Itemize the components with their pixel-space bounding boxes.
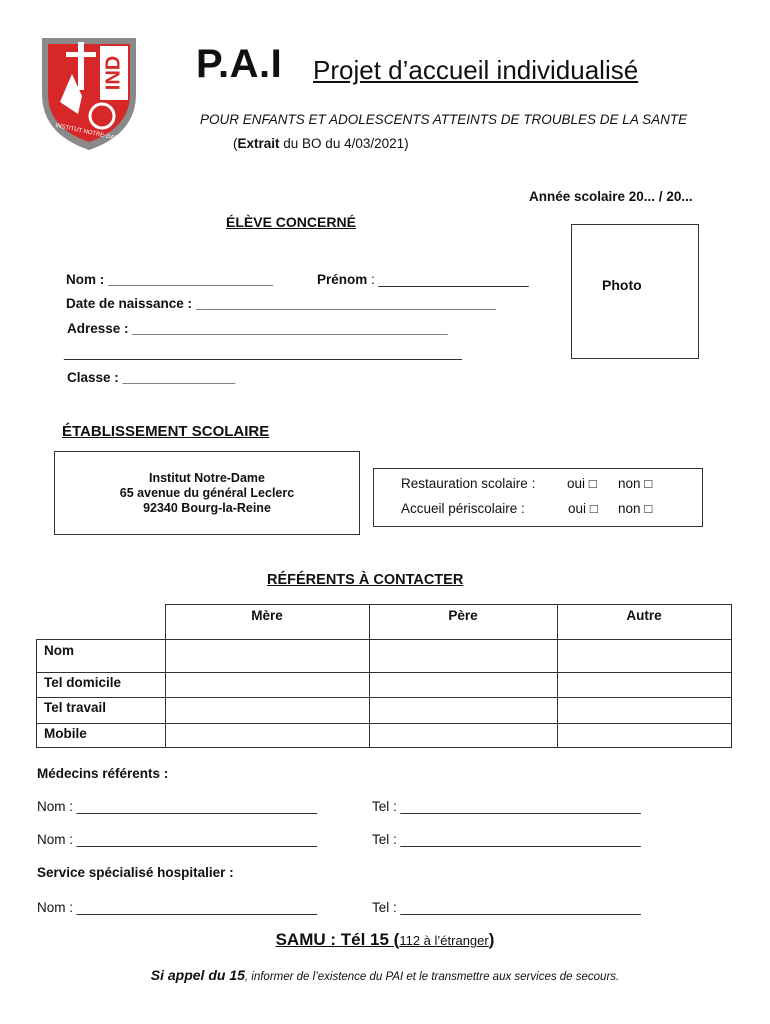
table-row <box>37 673 732 698</box>
restauration-oui-checkbox[interactable]: oui □ <box>567 476 597 491</box>
samu-line <box>0 930 770 950</box>
classe-field[interactable]: Classe : _______________ <box>67 370 236 385</box>
samu-label: SAMU : Tél 15 ( <box>275 930 400 949</box>
table-cell[interactable] <box>557 724 731 748</box>
medecin-nom-field[interactable]: Nom : ________________________________ <box>37 799 318 814</box>
table-cell[interactable] <box>369 698 557 724</box>
restauration-label: Restauration scolaire : <box>401 476 536 491</box>
note-bold: Si appel du 15 <box>150 967 245 983</box>
restauration-non-checkbox[interactable]: non □ <box>618 476 653 491</box>
prenom-field[interactable] <box>317 272 529 287</box>
title-abbrev: P.A.I <box>196 42 283 86</box>
table-cell[interactable] <box>557 698 731 724</box>
hospitalier-nom-field[interactable]: Nom : ________________________________ <box>37 900 318 915</box>
extrait-paren: ( <box>233 136 238 151</box>
column-header: Autre <box>557 605 731 640</box>
table-cell[interactable] <box>165 640 369 673</box>
annee-scolaire: Année scolaire 20... / 20... <box>529 189 693 204</box>
samu-intl: 112 à l’étranger <box>399 933 489 948</box>
table-cell[interactable] <box>165 698 369 724</box>
row-label: Mobile <box>37 724 166 748</box>
referents-heading: RÉFÉRENTS À CONTACTER <box>267 572 464 588</box>
referents-table <box>36 604 732 748</box>
table-cell[interactable] <box>369 724 557 748</box>
footer-note <box>0 967 770 983</box>
medecin-tel-field[interactable]: Tel : ________________________________ <box>372 832 641 847</box>
prenom-blank: : ____________________ <box>367 272 529 287</box>
table-corner <box>37 605 166 640</box>
etablissement-heading: ÉTABLISSEMENT SCOLAIRE <box>62 423 270 440</box>
table-cell[interactable] <box>557 673 731 698</box>
periscolaire-label: Accueil périscolaire : <box>401 501 525 516</box>
extrait-bold: Extrait <box>237 136 280 151</box>
etablissement-address <box>54 471 360 516</box>
adresse-line2-field[interactable]: _____________________________________________________ <box>64 345 462 360</box>
nom-field[interactable]: Nom : ______________________ <box>66 272 274 287</box>
table-cell[interactable] <box>557 640 731 673</box>
table-header-row <box>37 605 732 640</box>
extrait-rest: du BO du 4/03/2021) <box>279 136 409 151</box>
extrait-line <box>233 136 409 151</box>
adresse-field[interactable]: Adresse : __________________________________________ <box>67 321 448 336</box>
row-label: Tel travail <box>37 698 166 724</box>
row-label: Nom <box>37 640 166 673</box>
table-cell[interactable] <box>165 673 369 698</box>
logo-text: IND <box>102 55 125 91</box>
eleve-heading: ÉLÈVE CONCERNÉ <box>226 214 356 230</box>
etablissement-name: Institut Notre-Dame <box>149 471 265 485</box>
table-row <box>37 724 732 748</box>
photo-label: Photo <box>602 277 642 293</box>
table-row <box>37 640 732 673</box>
table-cell[interactable] <box>369 640 557 673</box>
date-naissance-field[interactable]: Date de naissance : ________________________________________ <box>66 296 497 311</box>
hospitalier-heading: Service spécialisé hospitalier : <box>37 865 234 880</box>
table-cell[interactable] <box>165 724 369 748</box>
samu-close: ) <box>488 930 495 949</box>
column-header: Mère <box>165 605 369 640</box>
periscolaire-non-checkbox[interactable]: non □ <box>618 501 653 516</box>
table-row <box>37 698 732 724</box>
hospitalier-tel-field[interactable]: Tel : ________________________________ <box>372 900 641 915</box>
medecin-nom-field[interactable]: Nom : ________________________________ <box>37 832 318 847</box>
subtitle: POUR ENFANTS ET ADOLESCENTS ATTEINTS DE TROUBLES DE LA SANTE <box>200 112 688 127</box>
medecin-tel-field[interactable]: Tel : ________________________________ <box>372 799 641 814</box>
prenom-label: Prénom <box>317 272 368 287</box>
column-header: Père <box>369 605 557 640</box>
etablissement-street: 65 avenue du général Leclerc <box>119 486 295 500</box>
row-label: Tel domicile <box>37 673 166 698</box>
periscolaire-oui-checkbox[interactable]: oui □ <box>568 501 598 516</box>
etablissement-city: 92340 Bourg-la-Reine <box>143 501 271 515</box>
note-rest: , informer de l’existence du PAI et le transmettre aux services de secours. <box>244 971 620 983</box>
table-cell[interactable] <box>369 673 557 698</box>
institut-logo <box>38 34 140 152</box>
logo-ring-text: INSTITUT NOTRE-DAME <box>54 122 124 144</box>
title-full: Projet d’accueil individualisé <box>313 55 639 85</box>
medecins-heading: Médecins référents : <box>37 766 169 781</box>
